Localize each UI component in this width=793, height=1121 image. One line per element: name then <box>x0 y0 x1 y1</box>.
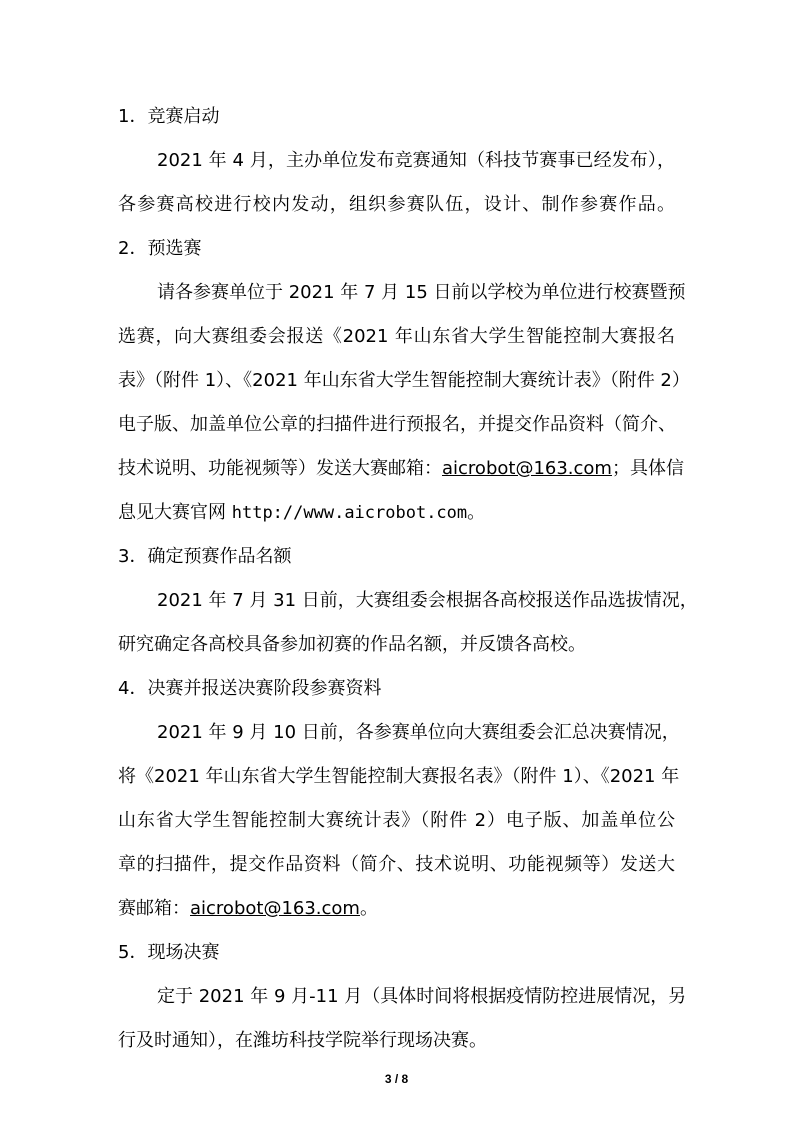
paragraph-line: 山东省大学生智能控制大赛统计表》（附件 2）电子版、加盖单位公 <box>118 810 675 831</box>
paragraph-line <box>118 501 485 525</box>
paragraph-text: 息见大赛官网 <box>118 502 232 523</box>
paragraph-text: 。 <box>467 502 486 523</box>
paragraph-line: 各参赛高校进行校内发动，组织参赛队伍，设计、制作参赛作品。 <box>118 194 675 215</box>
paragraph-line: 研究确定各高校具备参加初赛的作品名额，并反馈各高校。 <box>118 634 586 655</box>
email-link[interactable]: aicrobot@163.com <box>442 458 612 479</box>
paragraph-line: 选赛，向大赛组委会报送《2021 年山东省大学生智能控制大赛报名 <box>118 326 675 347</box>
paragraph-line: 2021 年 7 月 31 日前，大赛组委会根据各高校报送作品选拔情况， <box>157 590 698 611</box>
paragraph-line: 行及时通知），在潍坊科技学院举行现场决赛。 <box>118 1030 487 1051</box>
email-link[interactable]: aicrobot@163.com <box>190 898 360 919</box>
paragraph-line: 章的扫描件，提交作品资料（简介、技术说明、功能视频等）发送大 <box>118 854 675 875</box>
section-heading: 4．决赛并报送决赛阶段参赛资料 <box>118 678 382 699</box>
paragraph-text: 技术说明、功能视频等）发送大赛邮箱： <box>118 458 442 479</box>
paragraph-text: 。 <box>359 898 378 919</box>
paragraph-line: 表》（附件 1）、《2021 年山东省大学生智能控制大赛统计表》（附件 2） <box>118 370 690 391</box>
page-number: 3 / 8 <box>384 1072 409 1086</box>
paragraph-line <box>118 457 684 481</box>
paragraph-line: 2021 年 4 月，主办单位发布竞赛通知（科技节赛事已经发布）， <box>157 150 675 171</box>
paragraph-line: 定于 2021 年 9 月-11 月（具体时间将根据疫情防控进展情况，另 <box>157 986 687 1007</box>
website-url[interactable]: http://www.aicrobot.com <box>231 503 468 523</box>
section-heading: 1．竞赛启动 <box>118 106 220 127</box>
paragraph-line: 电子版、加盖单位公章的扫描件进行预报名，并提交作品资料（简介、 <box>118 414 676 435</box>
section-heading: 3．确定预赛作品名额 <box>118 546 292 567</box>
paragraph-line <box>118 897 378 921</box>
paragraph-text: ；具体信 <box>611 458 684 479</box>
section-heading: 2．预选赛 <box>118 238 202 259</box>
paragraph-line: 将《2021 年山东省大学生智能控制大赛报名表》（附件 1）、《2021 年 <box>118 766 680 787</box>
paragraph-text: 赛邮箱： <box>118 898 190 919</box>
paragraph-line: 2021 年 9 月 10 日前，各参赛单位向大赛组委会汇总决赛情况， <box>157 722 680 743</box>
section-heading: 5．现场决赛 <box>118 942 220 963</box>
paragraph-line: 请各参赛单位于 2021 年 7 月 15 日前以学校为单位进行校赛暨预 <box>157 282 686 303</box>
